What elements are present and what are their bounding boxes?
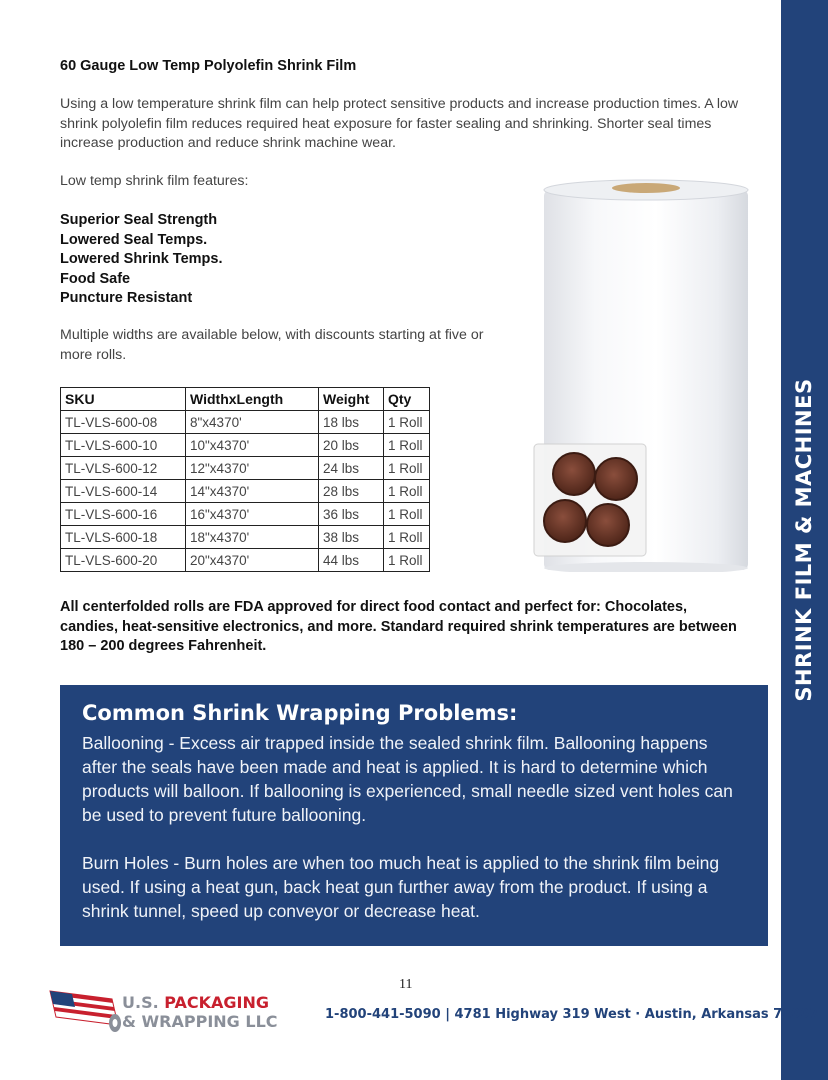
shrink-film-roll-with-chocolates-image: [526, 176, 752, 572]
cell-qty: 1 Roll: [384, 549, 430, 572]
cell-sku: TL-VLS-600-12: [61, 457, 186, 480]
cell-weight: 36 lbs: [319, 503, 384, 526]
cell-sku: TL-VLS-600-18: [61, 526, 186, 549]
problems-box: [60, 685, 768, 946]
table-row: [61, 457, 430, 480]
widths-note: Multiple widths are available below, with discounts starting at five or more rolls.: [60, 327, 484, 363]
feature-item: Puncture Resistant: [60, 290, 193, 306]
cell-qty: 1 Roll: [384, 480, 430, 503]
flag-roll-logo-icon: [48, 985, 122, 1035]
sku-table: [60, 387, 430, 572]
table-row: [61, 549, 430, 572]
company-logo: [48, 985, 278, 1035]
cell-sku: TL-VLS-600-16: [61, 503, 186, 526]
cell-qty: 1 Roll: [384, 434, 430, 457]
cell-size: 10"x4370': [186, 434, 319, 457]
cell-weight: 38 lbs: [319, 526, 384, 549]
column-header-sku: SKU: [61, 388, 186, 411]
problems-heading: Common Shrink Wrapping Problems:: [82, 701, 518, 725]
column-header-qty: Qty: [384, 388, 430, 411]
cell-size: 14"x4370': [186, 480, 319, 503]
cell-size: 12"x4370': [186, 457, 319, 480]
table-header-row: [61, 388, 430, 411]
cell-weight: 28 lbs: [319, 480, 384, 503]
cell-qty: 1 Roll: [384, 526, 430, 549]
feature-item: Food Safe: [60, 270, 131, 287]
cell-size: 20"x4370': [186, 549, 319, 572]
column-header-size: WidthxLength: [186, 388, 319, 411]
logo-text-line2: & WRAPPING LLC: [122, 1012, 278, 1031]
intro-paragraph: Using a low temperature shrink film can help protect sensitive products and increase production times. A low shrink polyolefin film reduces required heat exposure for faster sealing and shrinking. Shorter seal times increase production and reduce shrink machine wear.: [60, 96, 739, 151]
fda-note: All centerfolded rolls are FDA approved for direct food contact and perfect for: Chocolates, candies, heat-sensitive electronics, and more. Standard required shrink temperatures are between 180 – 200 degrees Fahrenheit.: [60, 599, 737, 654]
column-header-weight: Weight: [319, 388, 384, 411]
contact-info: 1-800-441-5090 | 4781 Highway 319 West · Austin, Arkansas 72007: [325, 1007, 819, 1022]
cell-weight: 18 lbs: [319, 411, 384, 434]
table-row: [61, 434, 430, 457]
feature-item: Lowered Shrink Temps.: [60, 251, 223, 267]
film-roll-core: [612, 183, 680, 193]
cell-sku: TL-VLS-600-14: [61, 480, 186, 503]
problem-burn-holes: Burn Holes - Burn holes are when too much heat is applied to the shrink film being used. If using a heat gun, back heat gun further away from the product. If using a shrink tunnel, speed up conveyor or decrease heat.: [82, 853, 720, 921]
feature-item: Lowered Seal Temps.: [60, 231, 208, 248]
cell-qty: 1 Roll: [384, 411, 430, 434]
cell-sku: TL-VLS-600-08: [61, 411, 186, 434]
cell-size: 16"x4370': [186, 503, 319, 526]
cell-weight: 20 lbs: [319, 434, 384, 457]
cell-qty: 1 Roll: [384, 457, 430, 480]
table-row: [61, 503, 430, 526]
cell-size: 18"x4370': [186, 526, 319, 549]
cell-size: 8"x4370': [186, 411, 319, 434]
cell-weight: 24 lbs: [319, 457, 384, 480]
cell-sku: TL-VLS-600-20: [61, 549, 186, 572]
problem-ballooning: Ballooning - Excess air trapped inside the sealed shrink film. Ballooning happens after the seals have been made and heat is applied. It is hard to determine which products will balloon. If ballooning is experienced, small needle sized vent holes can be used to prevent future ballooning.: [82, 733, 733, 825]
cell-weight: 44 lbs: [319, 549, 384, 572]
cell-qty: 1 Roll: [384, 503, 430, 526]
table-row: [61, 480, 430, 503]
features-list: [60, 211, 223, 309]
features-label: Low temp shrink film features:: [60, 173, 249, 189]
logo-text-line1: U.S. PACKAGING: [122, 993, 270, 1012]
feature-item: Superior Seal Strength: [60, 212, 218, 228]
cell-sku: TL-VLS-600-10: [61, 434, 186, 457]
page-number: 11: [399, 977, 413, 992]
table-row: [61, 411, 430, 434]
page-title: 60 Gauge Low Temp Polyolefin Shrink Film: [60, 58, 357, 74]
table-row: [61, 526, 430, 549]
side-tab-label: SHRINK FILM & MACHINES: [792, 378, 816, 702]
